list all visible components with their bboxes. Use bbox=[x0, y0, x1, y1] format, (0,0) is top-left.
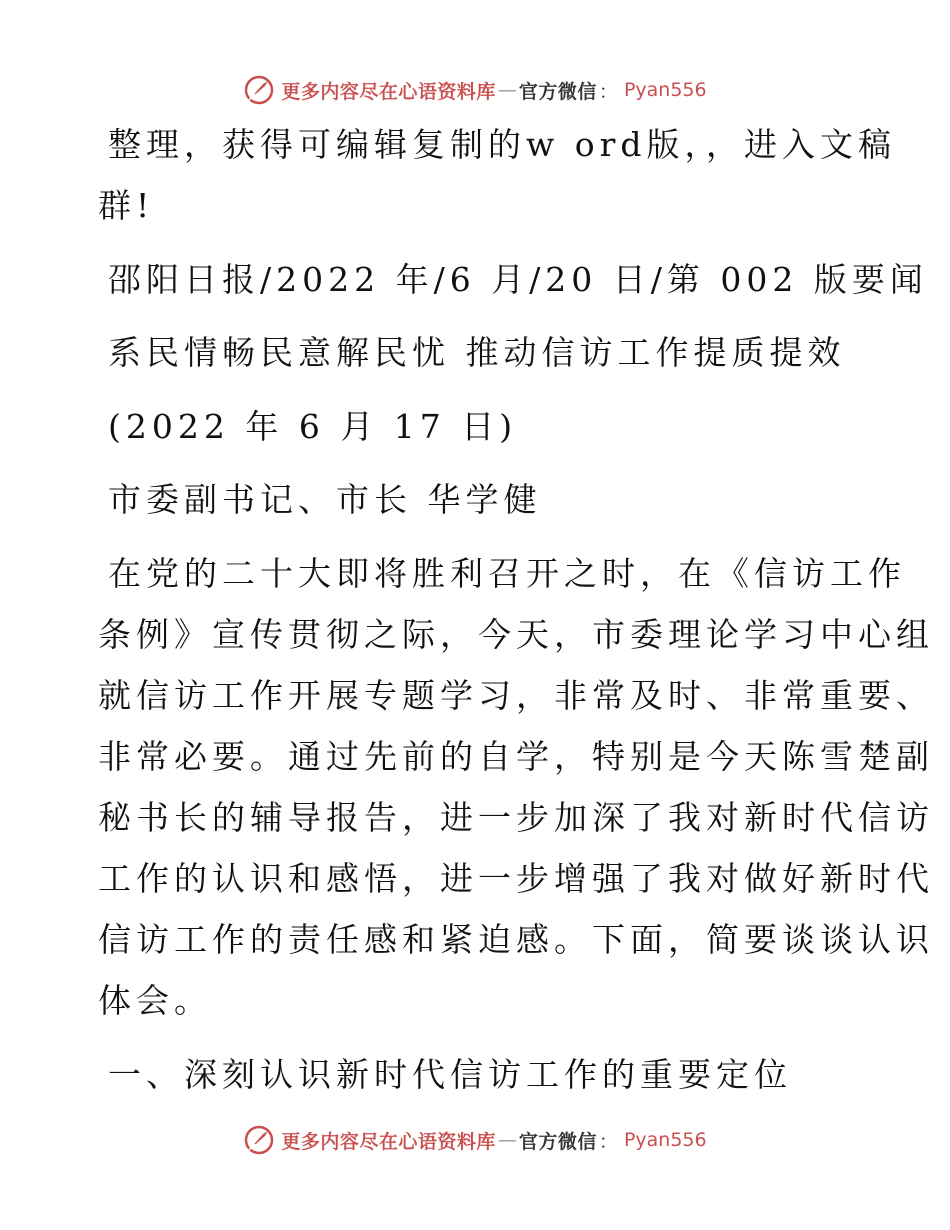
paragraph-line-4: 条例》宣传贯彻之际，今天，市委理论学习中心组 bbox=[98, 615, 934, 654]
paragraph-line-9: 信访工作的责任感和紧迫感。下面，简要谈谈认识 bbox=[98, 920, 934, 959]
paragraph-line-8: 工作的认识和感悟，进一步增强了我对做好新时代 bbox=[98, 859, 934, 898]
footer-watermark bbox=[0, 1120, 950, 1160]
article-title: 系民情畅民意解民忧 推动信访工作提质提效 bbox=[108, 333, 846, 372]
watermark-promo-text: 更多内容尽在心语资料库 bbox=[281, 80, 496, 103]
article-date: (2022 年 6 月 17 日) bbox=[108, 407, 518, 446]
paragraph-line-2: 群! bbox=[98, 186, 155, 225]
watermark-wechat-label: 官方微信 bbox=[518, 1130, 597, 1153]
watermark-separator: ： bbox=[598, 1130, 618, 1153]
watermark-dash: — bbox=[497, 1129, 517, 1151]
paragraph-line-1: 整理，获得可编辑复制的w ord版，，进入文稿 bbox=[108, 125, 897, 164]
paragraph-line-10: 体会。 bbox=[98, 981, 212, 1020]
watermark-handle: Pyan556 bbox=[623, 1129, 707, 1151]
header-watermark bbox=[0, 70, 950, 110]
paragraph-line-5: 就信访工作开展专题学习，非常及时、非常重要、 bbox=[98, 676, 934, 715]
paragraph-line-6: 非常必要。通过先前的自学，特别是今天陈雪楚副 bbox=[98, 737, 934, 776]
quill-pen-logo-icon bbox=[243, 1124, 275, 1156]
watermark-wechat-label: 官方微信 bbox=[518, 80, 597, 103]
section-heading: 一、深刻认识新时代信访工作的重要定位 bbox=[108, 1055, 792, 1094]
watermark-handle: Pyan556 bbox=[623, 79, 707, 101]
issue-info-line: 邵阳日报/2022 年/6 月/20 日/第 002 版要闻 bbox=[108, 260, 928, 299]
watermark-separator: ： bbox=[598, 80, 618, 103]
watermark-promo-text: 更多内容尽在心语资料库 bbox=[281, 1130, 496, 1153]
paragraph-line-3: 在党的二十大即将胜利召开之时，在《信访工作 bbox=[108, 554, 906, 593]
article-author: 市委副书记、市长 华学健 bbox=[108, 480, 542, 519]
quill-pen-logo-icon bbox=[243, 74, 275, 106]
watermark-dash: — bbox=[497, 79, 517, 101]
paragraph-line-7: 秘书长的辅导报告，进一步加深了我对新时代信访 bbox=[98, 798, 934, 837]
